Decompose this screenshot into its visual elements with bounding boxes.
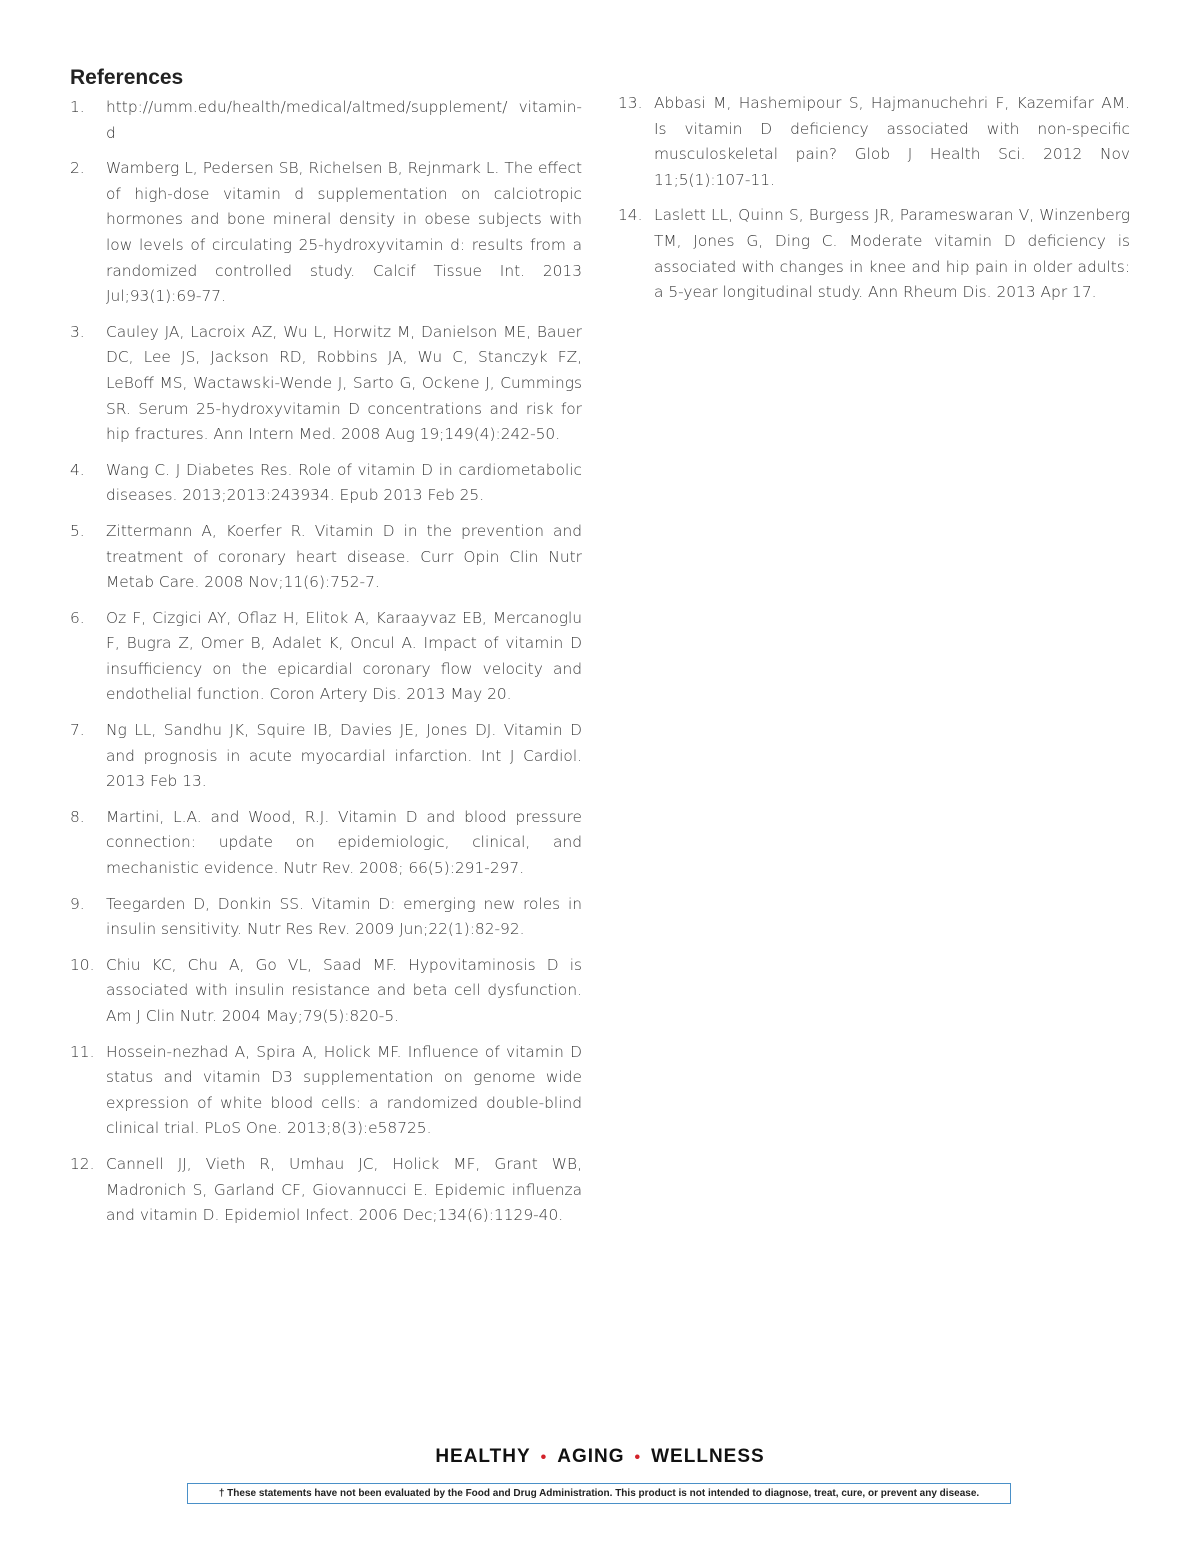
reference-item xyxy=(618,203,1130,305)
tagline-word-healthy: HEALTHY xyxy=(435,1446,531,1467)
reference-item xyxy=(70,1040,582,1142)
reference-number: 8. xyxy=(70,807,85,826)
reference-number: 2. xyxy=(70,159,85,178)
fda-disclaimer-box: † These statements have not been evaluated by the Food and Drug Administration. This product is not intended to diagnose, treat, cure, or prevent any disease. xyxy=(187,1483,1011,1504)
reference-number: 14. xyxy=(618,206,643,225)
reference-text: Martini, L.A. and Wood, R.J. Vitamin D and blood pressure connection: update on epidemiologic, clinical, and mechanistic evidence. Nutr Rev. 2008; 66(5):291-297. xyxy=(106,807,582,878)
reference-text: Ng LL, Sandhu JK, Squire IB, Davies JE, Jones DJ. Vitamin D and prognosis in acute myocardial infarction. Int J Cardiol. 2013 Feb 13. xyxy=(106,721,582,791)
reference-number: 6. xyxy=(70,608,85,627)
reference-text: Wamberg L, Pedersen SB, Richelsen B, Rejnmark L. The effect of high-dose vitamin d supplementation on calciotropic hormones and bone mineral density in obese subjects with low levels of circulating 25-hydroxyvitamin d: results from a randomized controlled study. Calcif Tissue Int. 2013 Jul;93(1):69-77. xyxy=(106,159,582,306)
reference-text: Hossein-nezhad A, Spira A, Holick MF. Influence of vitamin D status and vitamin D3 supplementation on genome wide expression of white blood cells: a randomized double-blind clinical trial. PLoS One. 2013;8(3):e58725. xyxy=(106,1042,582,1138)
reference-text: Cannell JJ, Vieth R, Umhau JC, Holick MF, Grant WB, Madronich S, Garland CF, Giovannucci E. Epidemic influenza and vitamin D. Epidemiol Infect. 2006 Dec;134(6):1129-40. xyxy=(106,1154,582,1225)
tagline xyxy=(0,1446,1200,1468)
reference-text: Chiu KC, Chu A, Go VL, Saad MF. Hypovitaminosis D is associated with insulin resistance and beta cell dysfunction. Am J Clin Nutr. 2004 May;79(5):820-5. xyxy=(106,955,582,1025)
reference-item xyxy=(70,458,582,509)
tagline-separator-dot: • xyxy=(540,1449,548,1466)
reference-number: 3. xyxy=(70,322,85,341)
reference-number: 11. xyxy=(70,1042,95,1061)
reference-text: Wang C. J Diabetes Res. Role of vitamin D in cardiometabolic diseases. 2013;2013:243934. Epub 2013 Feb 25. xyxy=(106,460,582,505)
reference-item xyxy=(70,718,582,795)
reference-item xyxy=(70,320,582,448)
reference-item xyxy=(70,1152,582,1229)
reference-item xyxy=(618,91,1130,193)
reference-text: Cauley JA, Lacroix AZ, Wu L, Horwitz M, Danielson ME, Bauer DC, Lee JS, Jackson RD, Robbins JA, Wu C, Stanczyk FZ, LeBoff MS, Wactawski-Wende J, Sarto G, Ockene J, Cummings SR. Serum 25-hydroxyvitamin D concentrations and risk for hip fractures. Ann Intern Med. 2008 Aug 19;149(4):242-50. xyxy=(106,322,582,444)
reference-text: Zittermann A, Koerfer R. Vitamin D in the prevention and treatment of coronary heart disease. Curr Opin Clin Nutr Metab Care. 2008 Nov;11(6):752-7. xyxy=(106,521,582,592)
reference-number: 5. xyxy=(70,521,85,540)
reference-item xyxy=(70,892,582,943)
reference-item xyxy=(70,156,582,310)
references-heading: References xyxy=(70,66,184,89)
tagline-word-aging: AGING xyxy=(557,1446,625,1467)
reference-text: Oz F, Cizgici AY, Oflaz H, Elitok A, Karaayvaz EB, Mercanoglu F, Bugra Z, Omer B, Adalet K, Oncul A. Impact of vitamin D insufficiency on the epicardial coronary flow velocity and endothelial function. Coron Artery Dis. 2013 May 20. xyxy=(106,608,582,704)
reference-item xyxy=(70,519,582,596)
references-list-left xyxy=(70,95,582,1239)
reference-number: 12. xyxy=(70,1154,95,1173)
reference-text: Abbasi M, Hashemipour S, Hajmanuchehri F, Kazemifar AM. Is vitamin D deficiency associated with non-specific musculoskeletal pain? Glob J Health Sci. 2012 Nov 11;5(1):107-11. xyxy=(654,94,1130,189)
reference-number: 7. xyxy=(70,721,85,740)
reference-item xyxy=(70,805,582,882)
reference-text: http://umm.edu/health/medical/altmed/supplement/ vitamin-d xyxy=(106,98,582,142)
reference-item xyxy=(70,606,582,708)
references-list-right xyxy=(618,91,1130,316)
reference-item xyxy=(70,95,582,146)
reference-number: 10. xyxy=(70,955,95,974)
reference-text: Laslett LL, Quinn S, Burgess JR, Parameswaran V, Winzenberg TM, Jones G, Ding C. Moderate vitamin D deficiency is associated with changes in knee and hip pain in older adults: a 5-year longitudinal study. Ann Rheum Dis. 2013 Apr 17. xyxy=(654,206,1130,302)
tagline-word-wellness: WELLNESS xyxy=(651,1446,765,1467)
reference-number: 1. xyxy=(70,98,85,116)
reference-item xyxy=(70,953,582,1030)
tagline-separator-dot: • xyxy=(634,1449,642,1466)
reference-number: 13. xyxy=(618,94,643,112)
reference-text: Teegarden D, Donkin SS. Vitamin D: emerging new roles in insulin sensitivity. Nutr Res Rev. 2009 Jun;22(1):82-92. xyxy=(106,894,582,939)
reference-number: 4. xyxy=(70,460,85,479)
reference-number: 9. xyxy=(70,894,85,913)
